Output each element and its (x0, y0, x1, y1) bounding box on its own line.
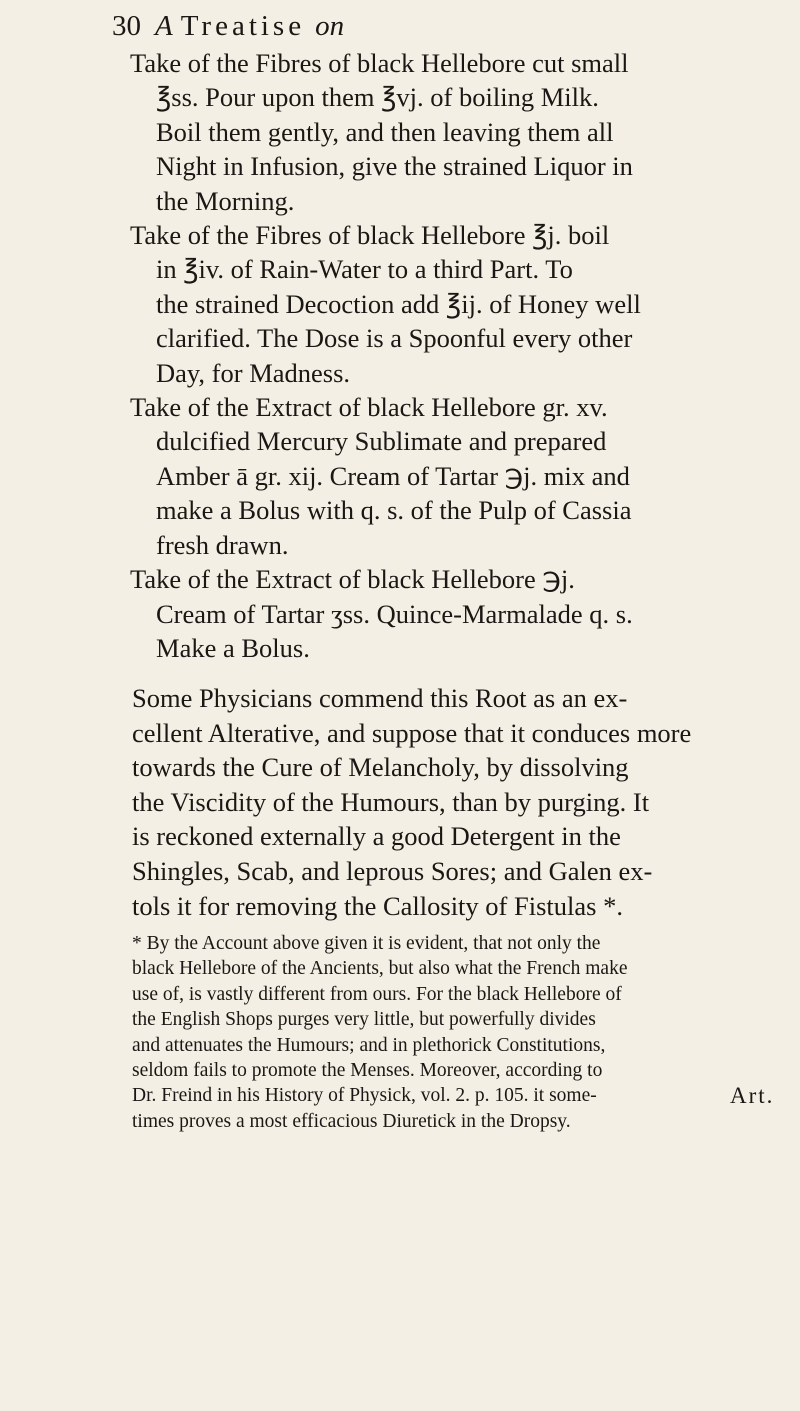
recipe-item (130, 46, 790, 218)
recipe-item (130, 562, 790, 665)
recipe-text: Take of the Extract of black Hellebore gr. xv. dulcified Mercury Sublimate and prepared Amber ā gr. xij. Cream of Tartar ℈j. mix and make a Bolus with q. s. of the Pulp of Cassia fresh drawn. (130, 392, 632, 560)
recipe-item (130, 218, 790, 390)
recipe-text: Take of the Fibres of black Hellebore cut small ℥ss. Pour upon them ℥vj. of boiling Milk. Boil them gently, and then leaving them all Night in Infusion, give the strained Liquor in the Morning. (130, 48, 633, 216)
footnote: * By the Account above given it is evident, that not only the black Hellebore of the Ancients, but also what the French make use of, is vastly different from ours. For the black Hellebore of the English Shops purges very little, but powerfully divides and attenuates the Humours; and in plethorick Constitutions, seldom fails to promote the Menses. Moreover, according to Dr. Freind in his History of Physick, vol. 2. p. 105. it some- times proves a most efficacious Diuretick in the Dropsy. (132, 933, 628, 1132)
recipe-text: Take of the Extract of black Hellebore ℈j. Cream of Tartar ʒss. Quince-Marmalade q. s. Make a Bolus. (130, 564, 633, 663)
body-paragraph: Some Physicians commend this Root as an ex- cellent Alterative, and suppose that it conduces more towards the Cure of Melancholy, by dissolving the Viscidity of the Humours, than by purging. It is reckoned externally a good Detergent in the Shingles, Scab, and leprous Sores; and Galen ex- tols it for removing the Callosity of Fistulas *. (132, 683, 692, 921)
recipe-list (130, 46, 790, 665)
catchword: Art. (730, 1083, 775, 1108)
running-header (112, 8, 760, 44)
recipe-text: Take of the Fibres of black Hellebore ℥j. boil in ℥iv. of Rain-Water to a third Part. To the strained Decoction add ℥ij. of Honey well clarified. The Dose is a Spoonful every other Day, for Madness. (130, 220, 641, 388)
header-article: A (155, 10, 173, 42)
page-number: 30 (112, 10, 141, 42)
header-title-word: Treatise (180, 10, 306, 42)
header-preposition: on (315, 10, 345, 42)
recipe-item (130, 390, 790, 562)
